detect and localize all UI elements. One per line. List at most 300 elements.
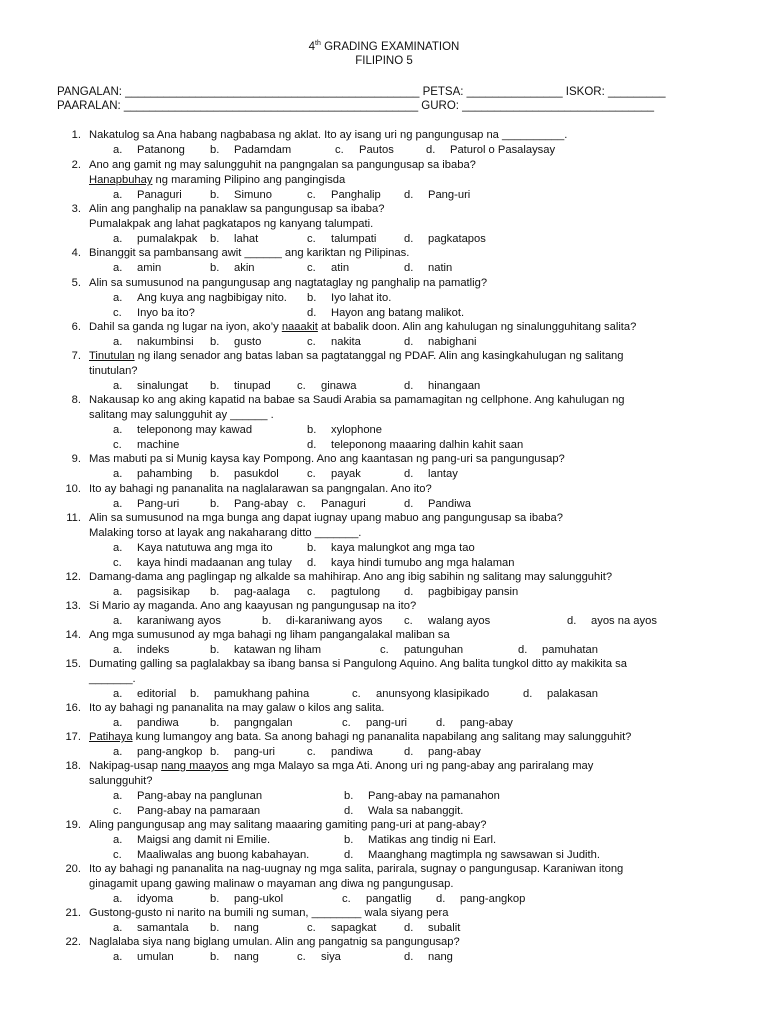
choice-text: nakumbinsi	[137, 336, 194, 348]
choice-letter: c.	[113, 439, 122, 451]
choice-text: pag-aalaga	[234, 586, 290, 598]
question-text: Binanggit sa pambansang awit ______ ang kariktan ng Pilipinas.	[89, 247, 410, 259]
choice-text: pandiwa	[331, 746, 373, 758]
choice-letter: b.	[307, 542, 317, 554]
choice-letter: b.	[210, 262, 220, 274]
choice-text: teleponong may kawad	[137, 424, 253, 436]
choice-text: pangatlig	[366, 893, 412, 905]
choice-letter: c.	[307, 468, 316, 480]
answer-choice	[404, 745, 481, 760]
choice-text: lahat	[234, 233, 259, 245]
answer-choice	[113, 892, 173, 907]
underlined-word: nang maayos	[161, 760, 229, 772]
choice-text: siya	[321, 951, 341, 963]
answer-choice	[307, 467, 361, 482]
choice-letter: a.	[113, 292, 123, 304]
choice-letter: b.	[210, 336, 220, 348]
choice-letter: a.	[113, 468, 123, 480]
answer-choice	[518, 643, 598, 658]
choice-letter: a.	[113, 893, 123, 905]
answer-choice	[307, 306, 464, 321]
choice-text: editorial	[137, 688, 177, 700]
answer-choice	[113, 541, 273, 556]
choice-letter: b.	[210, 233, 220, 245]
choice-letter: c.	[307, 189, 316, 201]
answer-choice	[113, 950, 174, 965]
choice-letter: b.	[210, 644, 220, 656]
answer-choice	[404, 497, 471, 512]
choice-text: Padamdam	[234, 144, 292, 156]
question-number: 22.	[65, 936, 81, 948]
choice-letter: a.	[113, 922, 123, 934]
choice-text: palakasan	[547, 688, 599, 700]
answer-choice	[307, 335, 361, 350]
choice-letter: a.	[113, 498, 123, 510]
question-text: Tinutulan ng ilang senador ang batas laban sa pagtatanggal ng PDAF. Alin ang kasingkahulugan ng salitang	[89, 350, 624, 362]
answer-choice	[113, 614, 221, 629]
choice-letter: c.	[307, 233, 316, 245]
answer-choice	[307, 585, 380, 600]
choice-text: Wala sa nabanggit.	[368, 805, 464, 817]
question-number: 17.	[65, 731, 81, 743]
title-text: GRADING EXAMINATION	[320, 40, 460, 53]
question-text: Dahil sa ganda ng lugar na iyon, ako’y naaakit at babalik doon. Alin ang kahulugan ng sinalungguhitang salita?	[89, 321, 637, 333]
question-text: Gustong-gusto ni narito na bumili ng suman, ________ wala siyang pera	[89, 907, 449, 919]
choice-letter: b.	[210, 468, 220, 480]
question-number: 20.	[65, 863, 81, 875]
answer-choice	[113, 232, 197, 247]
answer-choice	[404, 188, 470, 203]
answer-choice	[352, 687, 489, 702]
choice-text: subalit	[428, 922, 461, 934]
answer-choice	[113, 438, 179, 453]
answer-choice	[307, 423, 382, 438]
answer-choice	[210, 585, 290, 600]
choice-text: anunsyong klasipikado	[376, 688, 490, 700]
question-number: 9.	[71, 453, 81, 465]
answer-choice	[210, 379, 271, 394]
choice-letter: d.	[404, 468, 414, 480]
choice-letter: d.	[404, 746, 414, 758]
question-number: 15.	[65, 658, 81, 670]
choice-letter: a.	[113, 790, 123, 802]
choice-letter: b.	[210, 746, 220, 758]
answer-choice	[210, 921, 259, 936]
choice-text: patunguhan	[404, 644, 464, 656]
choice-letter: a.	[113, 233, 123, 245]
choice-text: idyoma	[137, 893, 174, 905]
answer-choice	[113, 497, 179, 512]
choice-text: pagkatapos	[428, 233, 486, 245]
choice-letter: d.	[523, 688, 533, 700]
answer-choice	[404, 921, 460, 936]
choice-text: Pang-uri	[137, 498, 180, 510]
choice-letter: c.	[113, 557, 122, 569]
question-number: 6.	[71, 321, 81, 333]
question-text: Alin sa sumusunod na mga bunga ang dapat iugnay upang mabuo ang pangungusap sa ibaba?	[89, 512, 563, 524]
choice-letter: c.	[342, 893, 351, 905]
choice-text: Simuno	[234, 189, 272, 201]
choice-text: pangngalan	[234, 717, 293, 729]
question-text: Nakatulog sa Ana habang nagbabasa ng aklat. Ito ay isang uri ng pangungusap na __________.	[89, 129, 568, 141]
answer-choice	[426, 143, 555, 158]
choice-letter: b.	[210, 717, 220, 729]
answer-choice	[113, 306, 195, 321]
question-number: 5.	[71, 277, 81, 289]
choice-text: pang-angkop	[137, 746, 203, 758]
choice-text: Inyo ba ito?	[137, 307, 195, 319]
choice-letter: d.	[426, 144, 436, 156]
answer-choice	[404, 950, 453, 965]
answer-choice	[113, 804, 260, 819]
question-number: 19.	[65, 819, 81, 831]
answer-choice	[307, 261, 349, 276]
choice-letter: d.	[404, 586, 414, 598]
question-text: Ito ay bahagi ng pananalita na may galaw o kilos ang salita.	[89, 702, 385, 714]
choice-letter: a.	[113, 189, 123, 201]
choice-text: Ang kuya ang nagbibigay nito.	[137, 292, 287, 304]
question-text: Hanapbuhay ng maraming Pilipino ang pangingisda	[89, 174, 346, 186]
choice-letter: a.	[113, 336, 123, 348]
choice-text: karaniwang ayos	[137, 615, 221, 627]
underlined-word: Tinutulan	[89, 350, 135, 362]
answer-choice	[262, 614, 382, 629]
choice-text: pamukhang pahina	[214, 688, 310, 700]
choice-letter: a.	[113, 586, 123, 598]
choice-text: kaya hindi madaanan ang tulay	[137, 557, 292, 569]
answer-choice	[380, 643, 463, 658]
choice-letter: c.	[380, 644, 389, 656]
choice-letter: a.	[113, 262, 123, 274]
answer-choice	[113, 848, 309, 863]
choice-text: umulan	[137, 951, 174, 963]
choice-text: teleponong maaaring dalhin kahit saan	[331, 439, 524, 451]
choice-letter: c.	[307, 922, 316, 934]
choice-text: pang-ukol	[234, 893, 284, 905]
answer-choice	[210, 745, 275, 760]
choice-letter: c.	[307, 262, 316, 274]
choice-text: xylophone	[331, 424, 383, 436]
answer-choice	[210, 716, 292, 731]
question-text: tinutulan?	[89, 365, 138, 377]
choice-letter: b.	[210, 893, 220, 905]
question-text: Alin sa sumusunod na pangungusap ang nagtataglay ng panghalip na pamatlig?	[89, 277, 488, 289]
choice-text: sapagkat	[331, 922, 377, 934]
choice-text: Panaguri	[321, 498, 366, 510]
choice-letter: d.	[404, 498, 414, 510]
choice-text: pumalakpak	[137, 233, 198, 245]
question-text: Alin ang panghalip na panaklaw sa pangungusap sa ibaba?	[89, 203, 385, 215]
choice-text: nabighani	[428, 336, 477, 348]
choice-text: gusto	[234, 336, 262, 348]
answer-choice	[113, 716, 179, 731]
answer-choice	[113, 921, 189, 936]
choice-text: kaya malungkot ang mga tao	[331, 542, 475, 554]
answer-choice	[307, 438, 523, 453]
choice-text: samantala	[137, 922, 189, 934]
choice-text: Panghalip	[331, 189, 381, 201]
choice-letter: c.	[307, 336, 316, 348]
question-text: Ito ay bahagi ng pananalita na nag-uugnay ng mga salita, parirala, sugnay o pangungusap. Karaniwan itong	[89, 863, 624, 875]
answer-choice	[307, 291, 391, 306]
choice-letter: d.	[307, 557, 317, 569]
choice-letter: b.	[210, 144, 220, 156]
question-number: 3.	[71, 203, 81, 215]
answer-choice	[210, 467, 279, 482]
choice-text: Matikas ang tindig ni Earl.	[368, 834, 497, 846]
question-number: 13.	[65, 600, 81, 612]
question-number: 14.	[65, 629, 81, 641]
choice-letter: c.	[113, 805, 122, 817]
choice-letter: a.	[113, 746, 123, 758]
answer-choice	[210, 261, 255, 276]
choice-letter: d.	[567, 615, 577, 627]
underlined-word: Hanapbuhay	[89, 174, 153, 186]
choice-letter: b.	[210, 498, 220, 510]
choice-letter: c.	[342, 717, 351, 729]
choice-text: pagbibigay pansin	[428, 586, 519, 598]
question-text: Patihaya kung lumangoy ang bata. Sa anong bahagi ng pananalita napabilang ang salitang may salungguhit?	[89, 731, 632, 743]
question-number: 8.	[71, 394, 81, 406]
answer-choice	[113, 687, 176, 702]
choice-letter: b.	[344, 834, 354, 846]
choice-letter: d.	[404, 262, 414, 274]
question-text: Nakausap ko ang aking kapatid na babae sa Saudi Arabia sa pamamagitan ng cellphone. Ang kahulugan ng	[89, 394, 625, 406]
choice-letter: d.	[436, 717, 446, 729]
choice-letter: c.	[297, 380, 306, 392]
answer-choice	[113, 585, 190, 600]
choice-letter: c.	[113, 307, 122, 319]
choice-letter: c.	[297, 951, 306, 963]
question-text: Nakipag-usap nang maayos ang mga Malayo sa mga Ati. Anong uri ng pang-abay ang pariralang may	[89, 760, 594, 772]
question-number: 4.	[71, 247, 81, 259]
choice-text: pang-abay	[428, 746, 481, 758]
choice-text: pang-angkop	[460, 893, 526, 905]
answer-choice	[210, 188, 272, 203]
underlined-word: Patihaya	[89, 731, 133, 743]
answer-choice	[404, 379, 480, 394]
student-info-line-1: PANGALAN: ______________________________________________ PETSA: _______________ ISKOR: _________	[57, 86, 666, 98]
choice-letter: b.	[344, 790, 354, 802]
choice-letter: d.	[404, 189, 414, 201]
choice-text: Pang-abay	[234, 498, 289, 510]
choice-letter: b.	[190, 688, 200, 700]
choice-text: Maigsi ang damit ni Emilie.	[137, 834, 271, 846]
answer-choice	[404, 614, 490, 629]
choice-text: amin	[137, 262, 162, 274]
choice-text: Pang-abay na pamaraan	[137, 805, 261, 817]
answer-choice	[404, 232, 486, 247]
choice-text: Patanong	[137, 144, 185, 156]
answer-choice	[404, 335, 477, 350]
answer-choice	[210, 335, 261, 350]
question-text: salungguhit?	[89, 775, 153, 787]
answer-choice	[344, 833, 496, 848]
choice-text: hinangaan	[428, 380, 481, 392]
choice-letter: d.	[307, 439, 317, 451]
question-number: 16.	[65, 702, 81, 714]
choice-text: di-karaniwang ayos	[286, 615, 383, 627]
answer-choice	[113, 143, 185, 158]
choice-letter: a.	[113, 688, 123, 700]
choice-letter: d.	[404, 922, 414, 934]
question-text: Mas mabuti pa si Munig kaysa kay Pompong. Ano ang kaantasan ng pang-uri sa pangungusap?	[89, 453, 565, 465]
exam-title	[0, 40, 768, 53]
answer-choice	[210, 497, 288, 512]
answer-choice	[436, 716, 513, 731]
answer-choice	[344, 848, 600, 863]
choice-text: nakita	[331, 336, 361, 348]
choice-text: ayos na ayos	[591, 615, 657, 627]
question-number: 18.	[65, 760, 81, 772]
choice-text: pandiwa	[137, 717, 179, 729]
choice-letter: d.	[404, 380, 414, 392]
choice-text: nang	[234, 951, 259, 963]
question-text: Ito ay bahagi ng pananalita na naglalarawan sa pangngalan. Ano ito?	[89, 483, 432, 495]
choice-text: Maanghang magtimpla ng sawsawan si Judith.	[368, 849, 600, 861]
choice-letter: a.	[113, 144, 123, 156]
choice-letter: a.	[113, 834, 123, 846]
choice-text: lantay	[428, 468, 458, 480]
choice-letter: a.	[113, 644, 123, 656]
choice-letter: d.	[307, 307, 317, 319]
choice-letter: b.	[262, 615, 272, 627]
choice-letter: c.	[307, 586, 316, 598]
question-text: Naglalaba siya nang biglang umulan. Alin ang pangatnig sa pangungusap?	[89, 936, 460, 948]
title-number: 4	[308, 40, 316, 53]
choice-letter: b.	[210, 380, 220, 392]
choice-letter: c.	[335, 144, 344, 156]
choice-letter: b.	[210, 922, 220, 934]
answer-choice	[307, 188, 381, 203]
question-number: 10.	[65, 483, 81, 495]
choice-letter: c.	[352, 688, 361, 700]
answer-choice	[113, 291, 287, 306]
answer-choice	[210, 892, 283, 907]
choice-letter: d.	[404, 951, 414, 963]
title-superscript: th	[315, 40, 321, 47]
answer-choice	[210, 232, 258, 247]
choice-letter: a.	[113, 615, 123, 627]
question-text: Ang mga sumusunod ay mga bahagi ng liham pangangalakal maliban sa	[89, 629, 450, 641]
choice-letter: a.	[113, 717, 123, 729]
choice-letter: c.	[307, 746, 316, 758]
choice-text: ginawa	[321, 380, 357, 392]
answer-choice	[113, 261, 161, 276]
choice-letter: a.	[113, 542, 123, 554]
choice-letter: b.	[210, 189, 220, 201]
choice-letter: c.	[297, 498, 306, 510]
answer-choice	[113, 556, 292, 571]
choice-text: Pautos	[359, 144, 394, 156]
choice-text: pang-abay	[460, 717, 513, 729]
answer-choice	[335, 143, 394, 158]
choice-text: walang ayos	[428, 615, 491, 627]
exam-subtitle: FILIPINO 5	[355, 55, 413, 67]
choice-letter: a.	[113, 951, 123, 963]
answer-choice	[113, 188, 182, 203]
choice-text: pasukdol	[234, 468, 279, 480]
choice-letter: c.	[113, 849, 122, 861]
answer-choice	[404, 261, 452, 276]
answer-choice	[113, 745, 202, 760]
choice-letter: d.	[518, 644, 528, 656]
question-number: 21.	[65, 907, 81, 919]
question-number: 2.	[71, 159, 81, 171]
question-number: 1.	[71, 129, 81, 141]
question-text: Malaking torso at layak ang nakaharang ditto _______.	[89, 527, 362, 539]
choice-letter: d.	[436, 893, 446, 905]
choice-text: Pandiwa	[428, 498, 471, 510]
answer-choice	[210, 950, 259, 965]
answer-choice	[297, 950, 341, 965]
choice-letter: b.	[307, 424, 317, 436]
choice-text: Hayon ang batang malikot.	[331, 307, 465, 319]
choice-letter: c.	[404, 615, 413, 627]
underlined-word: naaakit	[281, 321, 318, 333]
choice-text: payak	[331, 468, 361, 480]
answer-choice	[113, 423, 252, 438]
choice-letter: b.	[307, 292, 317, 304]
question-number: 11.	[66, 512, 81, 524]
choice-text: Pang-abay na pamanahon	[368, 790, 500, 802]
answer-choice	[344, 789, 500, 804]
choice-text: natin	[428, 262, 453, 274]
choice-text: Pang-uri	[428, 189, 471, 201]
choice-letter: d.	[404, 233, 414, 245]
choice-text: sinalungat	[137, 380, 189, 392]
choice-text: Paturol o Pasalaysay	[450, 144, 556, 156]
choice-letter: d.	[344, 849, 354, 861]
student-info-line-2: PAARALAN: ______________________________________________ GURO: ______________________________	[57, 100, 655, 112]
question-text: Ano ang gamit ng may salungguhit na pangngalan sa pangungusap sa ibaba?	[89, 159, 476, 171]
choice-letter: d.	[344, 805, 354, 817]
answer-choice	[210, 143, 291, 158]
choice-text: pang-uri	[366, 717, 408, 729]
answer-choice	[342, 716, 407, 731]
answer-choice	[113, 789, 262, 804]
answer-choice	[297, 379, 356, 394]
question-number: 12.	[65, 571, 81, 583]
answer-choice	[307, 921, 376, 936]
choice-text: pahambing	[137, 468, 193, 480]
choice-text: Iyo lahat ito.	[331, 292, 392, 304]
answer-choice	[567, 614, 657, 629]
choice-text: akin	[234, 262, 255, 274]
choice-text: Panaguri	[137, 189, 182, 201]
answer-choice	[344, 804, 463, 819]
answer-choice	[113, 379, 188, 394]
question-text: _______.	[89, 673, 136, 685]
choice-text: kaya hindi tumubo ang mga halaman	[331, 557, 515, 569]
choice-text: pamuhatan	[542, 644, 598, 656]
choice-text: Maaliwalas ang buong kabahayan.	[137, 849, 310, 861]
choice-text: indeks	[137, 644, 170, 656]
choice-text: tinupad	[234, 380, 271, 392]
answer-choice	[436, 892, 525, 907]
question-text: Damang-dama ang paglingap ng alkalde sa mahihirap. Ano ang ibig sabihin ng salitang may salungguhit?	[89, 571, 613, 583]
answer-choice	[113, 833, 270, 848]
answer-choice	[342, 892, 411, 907]
question-text: salitang may salungguhit ay ______ .	[89, 409, 274, 421]
question-text: Si Mario ay maganda. Ano ang kaayusan ng pangungusap na ito?	[89, 600, 417, 612]
choice-text: machine	[137, 439, 180, 451]
answer-choice	[307, 745, 373, 760]
choice-text: talumpati	[331, 233, 377, 245]
answer-choice	[404, 467, 458, 482]
choice-text: Kaya natutuwa ang mga ito	[137, 542, 273, 554]
choice-letter: b.	[210, 586, 220, 598]
